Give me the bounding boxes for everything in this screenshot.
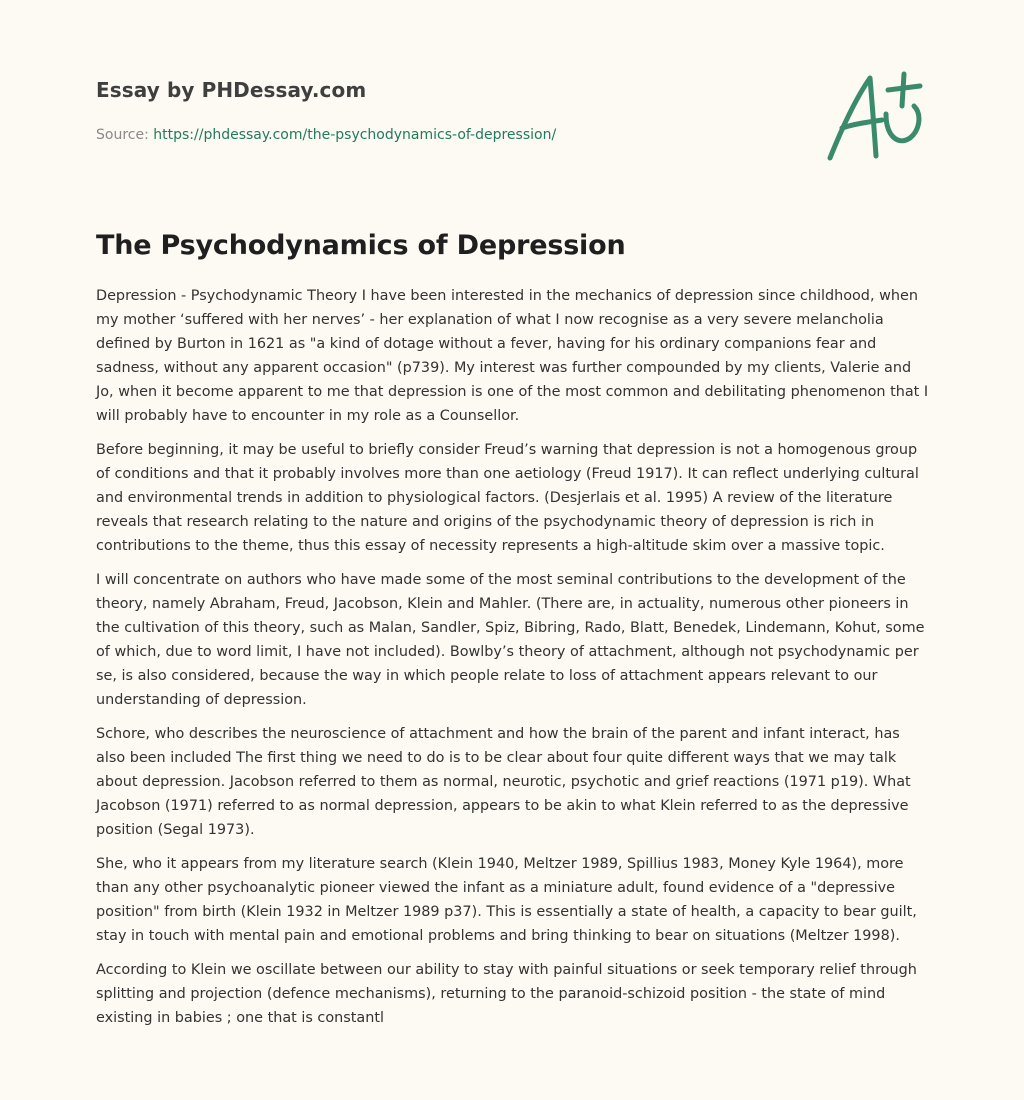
a-plus-grade-icon [822, 66, 932, 166]
paragraph: Before beginning, it may be useful to briefly consider Freud’s warning that depression is not a homogenous group of conditions and that it probably involves more than one aetiology (Freud 1917). It can reflect underlying cultural and environmental trends in addition to physiological factors. (Desjerlais et al. 1995) A review of the literature reveals that research relating to the nature and origins of the psychodynamic theory of depression is rich in contributions to the theme, thus this essay of necessity represents a high-altitude skim over a massive topic. [96, 442, 919, 554]
paragraph: I will concentrate on authors who have made some of the most seminal contributions to the development of the theory, namely Abraham, Freud, Jacobson, Klein and Mahler. (There are, in actuality, numerous other pioneers in the cultivation of this theory, such as Malan, Sandler, Spiz, Bibring, Rado, Blatt, Benedek, Lindemann, Kohut, some of which, due to word limit, I have not included). Bowlby’s theory of attachment, although not psychodynamic per se, is also considered, because the way in which people relate to loss of attachment appears relevant to our understanding of depression. [96, 572, 925, 708]
source-label: Source: [96, 127, 149, 143]
source-link[interactable]: https://phdessay.com/the-psychodynamics-of-depression/ [153, 127, 557, 143]
site-brand: Essay by PHDessay.com [96, 78, 367, 102]
paragraph: According to Klein we oscillate between our ability to stay with painful situations or seek temporary relief through splitting and projection (defence mechanisms), returning to the paranoid-schizoid position - the state of mind existing in babies ; one that is constantl [96, 962, 917, 1026]
paragraph: She, who it appears from my literature search (Klein 1940, Meltzer 1989, Spillius 1983, Money Kyle 1964), more than any other psychoanalytic pioneer viewed the infant as a miniature adult, found evidence of a "depressive position" from birth (Klein 1932 in Meltzer 1989 p37). This is essentially a state of health, a capacity to bear guilt, stay in touch with mental pain and emotional problems and bring thinking to bear on situations (Meltzer 1998). [96, 856, 917, 944]
source-line [96, 124, 796, 146]
page-header [96, 72, 796, 146]
paragraph: Schore, who describes the neuroscience of attachment and how the brain of the parent and infant interact, has also been included The first thing we need to do is to be clear about four quite different ways that we may talk about depression. Jacobson referred to them as normal, neurotic, psychotic and grief reactions (1971 p19). What Jacobson (1971) referred to as normal depression, appears to be akin to what Klein referred to as the depressive position (Segal 1973). [96, 726, 911, 838]
essay-title: The Psychodynamics of Depression [96, 230, 626, 261]
essay-body [96, 284, 932, 1040]
paragraph: Depression - Psychodynamic Theory I have been interested in the mechanics of depression since childhood, when my mother ‘suffered with her nerves’ - her explanation of what I now recognise as a very severe melancholia defined by Burton in 1621 as "a kind of dotage without a fever, having for his ordinary companions fear and sadness, without any apparent occasion" (p739). My interest was further compounded by my clients, Valerie and Jo, when it become apparent to me that depression is one of the most common and debilitating phenomenon that I will probably have to encounter in my role as a Counsellor. [96, 288, 929, 424]
